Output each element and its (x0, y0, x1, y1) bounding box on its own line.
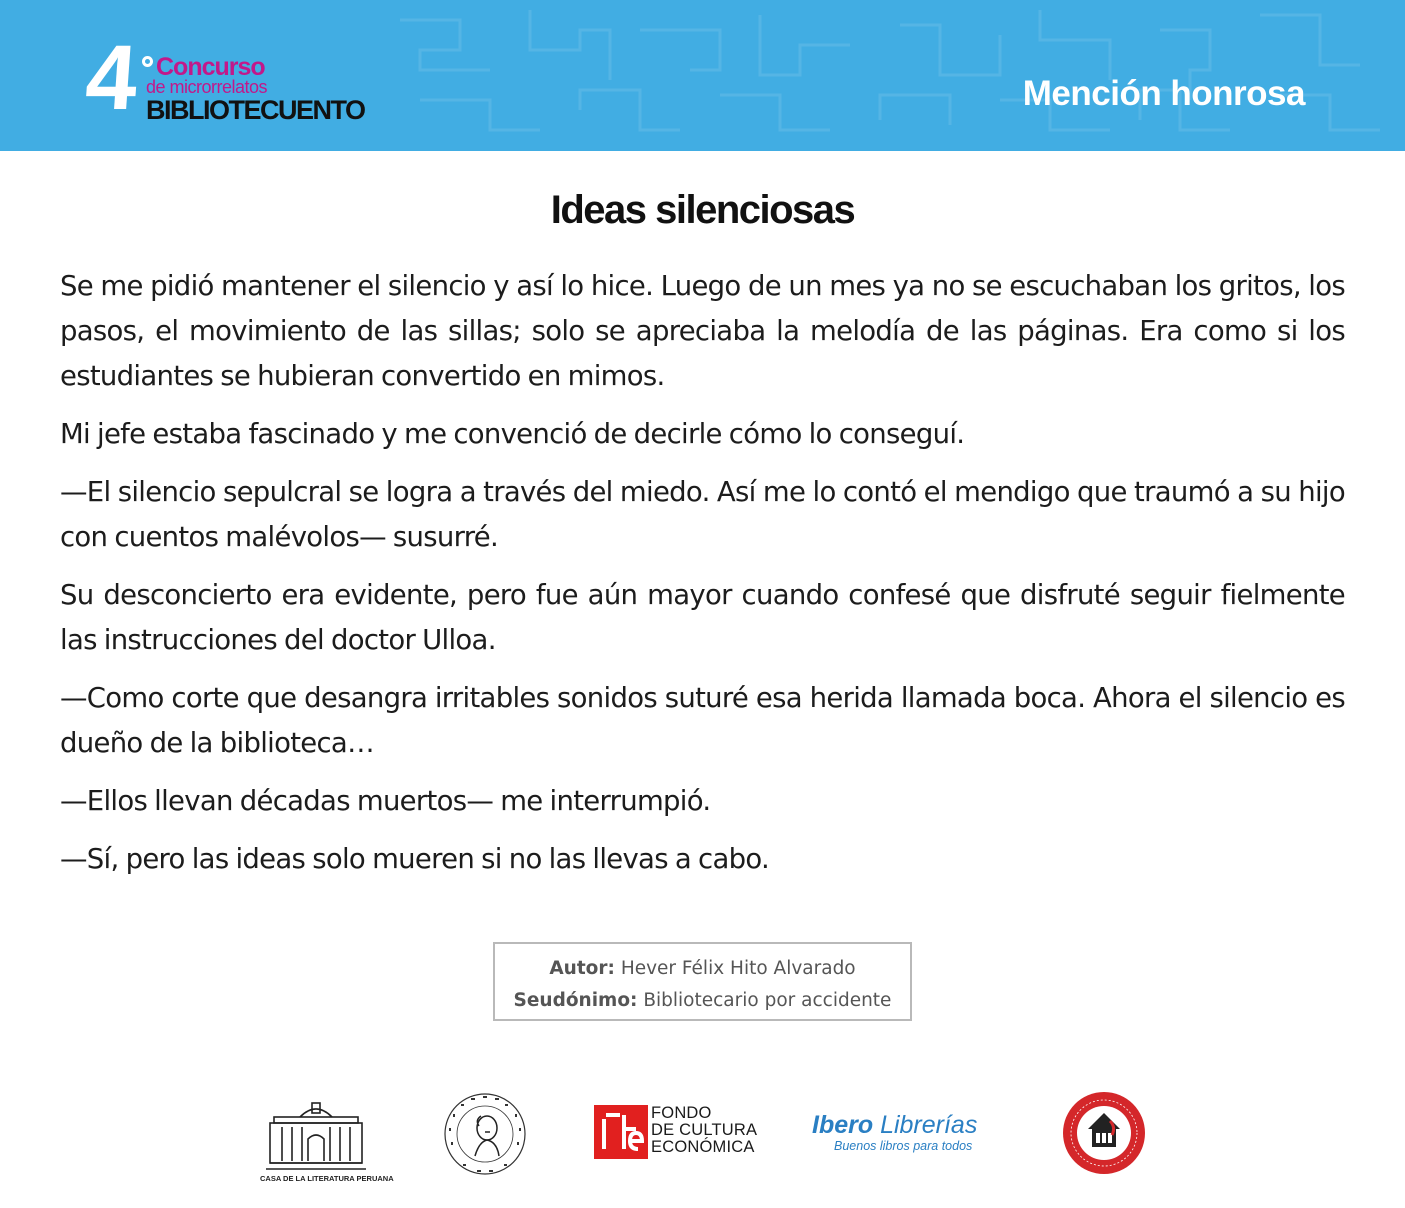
building-icon (260, 1097, 370, 1173)
ibero-name (812, 1111, 1002, 1139)
ordinal-mark (142, 56, 153, 67)
author-credit-box (493, 942, 912, 1021)
sponsor-logos (0, 1085, 1405, 1185)
logo-line-1: Concurso (156, 53, 265, 81)
casa-literatura-logo (260, 1097, 394, 1183)
ibero-tagline: Buenos libros para todos (834, 1139, 973, 1153)
pseudonym-label: Seudónimo: (513, 990, 638, 1011)
story-paragraph: —El silencio sepulcral se logra a través del miedo. Así me lo contó el mendigo que traumó a su hijo con cuentos malévolos— susurré. (60, 476, 1345, 553)
logo-number: 4 (82, 27, 141, 129)
header-banner (0, 0, 1405, 151)
bust-portrait-seal-icon (441, 1090, 529, 1178)
logo-line-3: BIBLIOTECUENTO (146, 95, 365, 125)
fce-line: DE CULTURA (651, 1121, 758, 1139)
pseudonym-line (495, 985, 910, 1017)
story-paragraph: Mi jefe estaba fascinado y me convenció de decirle cómo lo conseguí. (60, 418, 965, 450)
fce-name (651, 1105, 757, 1156)
fce-monogram-icon (594, 1105, 648, 1159)
fce-line: FONDO (651, 1104, 712, 1122)
logo-line-2: de microrrelatos (146, 77, 268, 97)
author-label: Autor: (549, 958, 615, 979)
author-name: Hever Félix Hito Alvarado (620, 958, 856, 979)
contest-logo (82, 27, 365, 129)
fondo-cultura-economica-logo (594, 1105, 764, 1163)
pseudonym-name: Bibliotecario por accidente (643, 990, 892, 1011)
story-body (60, 264, 1345, 895)
fce-mark (594, 1105, 648, 1159)
ibero-name-rest: Librerías (873, 1111, 978, 1139)
story-paragraph: —Ellos llevan décadas muertos— me interrumpió. (60, 785, 711, 817)
fce-line: ECONÓMICA (651, 1138, 755, 1156)
mention-label: Mención honrosa (1022, 74, 1305, 113)
story-title: Ideas silenciosas (550, 188, 855, 232)
author-line (495, 953, 910, 985)
ibero-librerias-logo (812, 1111, 1002, 1159)
story-paragraph: —Sí, pero las ideas solo mueren si no las llevas a cabo. (60, 843, 770, 875)
biblioteca-valdelomar-logo (441, 1090, 529, 1178)
story-paragraph: —Como corte que desangra irritables sonidos suturé esa herida llamada boca. Ahora el silencio es dueño de la biblioteca… (60, 682, 1345, 759)
ibero-name-bold: Ibero (812, 1111, 874, 1139)
story-paragraph: Su desconcierto era evidente, pero fue aún mayor cuando confesé que disfruté seguir fielmente las instrucciones del doctor Ulloa. (60, 579, 1345, 656)
round-seal-icon (1062, 1091, 1146, 1175)
casa-caption: CASA DE LA LITERATURA PERUANA (260, 1174, 394, 1183)
camara-popular-libreros-logo (1062, 1091, 1146, 1175)
story-paragraph: Se me pidió mantener el silencio y así lo hice. Luego de un mes ya no se escuchaban los gritos, los pasos, el movimiento de las sillas; solo se apreciaba la melodía de las páginas. Era como si los estudiantes se hubieran convertido en mimos. (60, 270, 1345, 392)
